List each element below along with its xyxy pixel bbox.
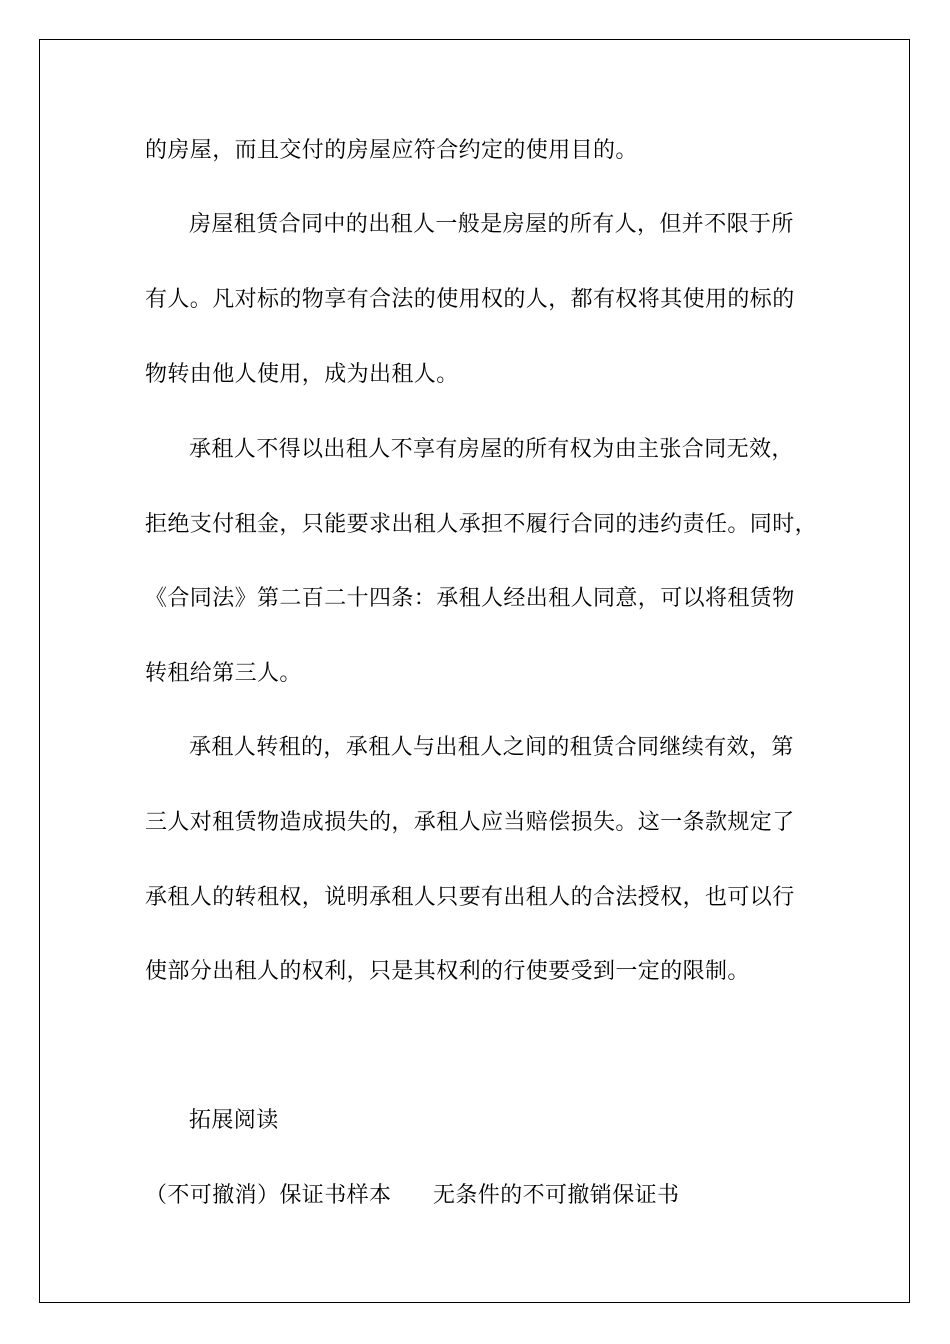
body-line-12: 使部分出租人的权利，只是其权利的行使要受到一定的限制。 (145, 959, 750, 984)
body-line-2: 房屋租赁合同中的出租人一般是房屋的所有人，但并不限于所 (189, 212, 794, 237)
body-line-8: 转租给第三人。 (145, 661, 302, 686)
body-line-4: 物转由他人使用，成为出租人。 (145, 362, 459, 387)
body-line-5: 承租人不得以出租人不享有房屋的所有权为由主张合同无效， (189, 437, 794, 462)
body-line-10: 三人对租赁物造成损失的，承租人应当赔偿损失。这一条款规定了 (145, 810, 795, 835)
body-line-9: 承租人转租的，承租人与出租人之间的租赁合同继续有效，第 (189, 735, 794, 760)
extended-reading-link-2[interactable]: 无条件的不可撤销保证书 (433, 1183, 680, 1208)
body-line-6: 拒绝支付租金，只能要求出租人承担不履行合同的违约责任。同时， (145, 512, 818, 537)
body-line-11: 承租人的转租权，说明承租人只要有出租人的合法授权，也可以行 (145, 885, 795, 910)
body-line-7: 《合同法》第二百二十四条：承租人经出租人同意，可以将租赁物 (145, 586, 795, 611)
body-line-3: 有人。凡对标的物享有合法的使用权的人，都有权将其使用的标的 (145, 287, 795, 312)
extended-reading-link-1[interactable]: （不可撤消）保证书样本 (145, 1183, 392, 1208)
extended-reading-heading: 拓展阅读 (189, 1108, 279, 1133)
body-line-1: 的房屋，而且交付的房屋应符合约定的使用目的。 (145, 138, 638, 163)
